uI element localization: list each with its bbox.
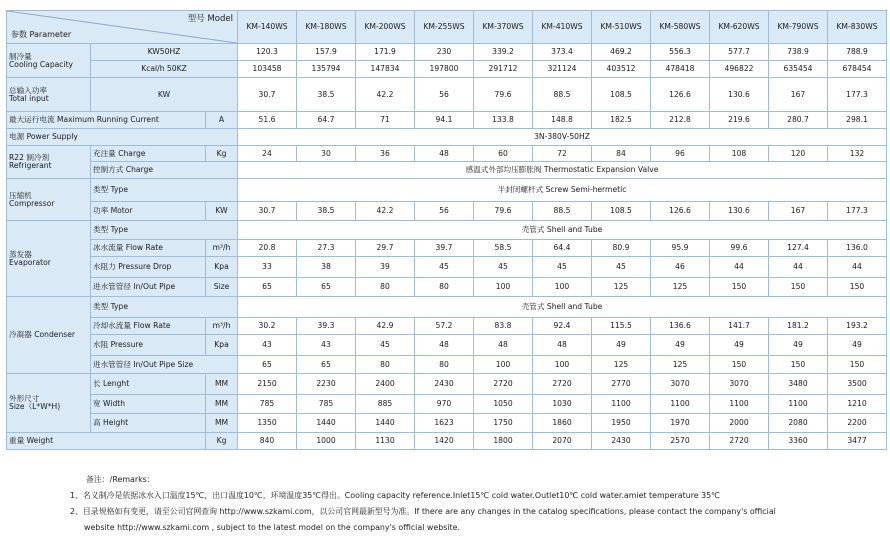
evaporator-drop-value: 38 — [297, 257, 356, 278]
dimensions-length-value: 2230 — [297, 374, 356, 395]
condenser-pressure-unit: Kpa — [206, 335, 238, 356]
dimensions-height-value: 1440 — [356, 414, 415, 433]
model-header: KM-370WS — [474, 11, 533, 44]
dimensions-length-value: 2150 — [238, 374, 297, 395]
dimensions-length-value: 2720 — [474, 374, 533, 395]
max-current-unit: A — [206, 112, 238, 129]
table-row — [7, 414, 887, 433]
evaporator-pipe-value: 65 — [238, 278, 297, 297]
cooling-kw-value: 738.9 — [769, 44, 828, 61]
condenser-flow-value: 115.5 — [592, 318, 651, 335]
total-input-value: 30.7 — [238, 78, 297, 112]
total-input-value: 177.3 — [828, 78, 887, 112]
refrigerant-charge-value: 36 — [356, 146, 415, 162]
dimensions-group-label: 外形尺寸 Size（L*W*H) — [7, 374, 91, 433]
condenser-pressure-value: 49 — [592, 335, 651, 356]
table-row — [7, 297, 887, 318]
condenser-flow-value: 83.8 — [474, 318, 533, 335]
model-header: KM-410WS — [533, 11, 592, 44]
header-corner — [7, 11, 238, 44]
dimensions-length-value: 3070 — [710, 374, 769, 395]
model-header: KM-830WS — [828, 11, 887, 44]
max-current-value: 212.8 — [651, 112, 710, 129]
model-header: KM-200WS — [356, 11, 415, 44]
condenser-pressure-value: 43 — [297, 335, 356, 356]
dimensions-height-value: 1350 — [238, 414, 297, 433]
cooling-kcal-value: 496822 — [710, 61, 769, 78]
compressor-type-label: 类型 Type — [91, 179, 238, 202]
diagonal-divider — [7, 11, 237, 43]
weight-value: 2720 — [710, 433, 769, 450]
condenser-flow-value: 181.2 — [769, 318, 828, 335]
evaporator-flow-unit: m³/h — [206, 240, 238, 257]
cooling-kw-value: 556.3 — [651, 44, 710, 61]
max-current-value: 280.7 — [769, 112, 828, 129]
evaporator-drop-value: 39 — [356, 257, 415, 278]
refrigerant-group-label: R22 制冷剂 Refrigerant — [7, 146, 91, 179]
dimensions-width-value: 1050 — [474, 395, 533, 414]
evaporator-drop-value: 45 — [592, 257, 651, 278]
table-row — [7, 356, 887, 374]
cooling-kw-value: 373.4 — [533, 44, 592, 61]
table-row — [7, 257, 887, 278]
table-row — [7, 433, 887, 450]
model-header: KM-620WS — [710, 11, 769, 44]
dimensions-width-value: 1100 — [651, 395, 710, 414]
weight-label: 重量 Weight — [7, 433, 206, 450]
model-header: KM-580WS — [651, 11, 710, 44]
condenser-flow-unit: m³/h — [206, 318, 238, 335]
condenser-flow-value: 92.4 — [533, 318, 592, 335]
condenser-flow-value: 39.3 — [297, 318, 356, 335]
dimensions-width-unit: MM — [206, 395, 238, 414]
total-input-label: 总输入功率 Total input — [7, 78, 91, 112]
total-input-value: 126.6 — [651, 78, 710, 112]
weight-value: 3477 — [828, 433, 887, 450]
cooling-kw-unit: KW50HZ — [91, 44, 238, 61]
evaporator-drop-value: 45 — [533, 257, 592, 278]
compressor-motor-value: 130.6 — [710, 202, 769, 221]
evaporator-drop-value: 33 — [238, 257, 297, 278]
cooling-kw-value: 157.9 — [297, 44, 356, 61]
model-header: KM-255WS — [415, 11, 474, 44]
evaporator-pipe-value: 150 — [828, 278, 887, 297]
dimensions-width-value: 1100 — [710, 395, 769, 414]
evaporator-pipe-value: 125 — [592, 278, 651, 297]
condenser-pressure-value: 49 — [769, 335, 828, 356]
compressor-motor-value: 88.5 — [533, 202, 592, 221]
condenser-pipe-value: 100 — [474, 356, 533, 374]
weight-value: 840 — [238, 433, 297, 450]
condenser-pipe-label: 进水管管径 In/Out Pipe Size — [91, 356, 238, 374]
table-row — [7, 278, 887, 297]
cooling-kw-value: 339.2 — [474, 44, 533, 61]
cooling-kw-value: 577.7 — [710, 44, 769, 61]
dimensions-width-value: 785 — [238, 395, 297, 414]
cooling-kw-value: 120.3 — [238, 44, 297, 61]
parameter-header-label: 参数 Parameter — [11, 29, 72, 39]
evaporator-flow-value: 39.7 — [415, 240, 474, 257]
compressor-motor-unit: KW — [206, 202, 238, 221]
evaporator-drop-value: 45 — [474, 257, 533, 278]
table-row — [7, 112, 887, 129]
refrigerant-charge-value: 84 — [592, 146, 651, 162]
refrigerant-charge-value: 48 — [415, 146, 474, 162]
dimensions-length-value: 3480 — [769, 374, 828, 395]
cooling-kcal-value: 135794 — [297, 61, 356, 78]
evaporator-flow-value: 95.9 — [651, 240, 710, 257]
condenser-pressure-value: 48 — [533, 335, 592, 356]
dimensions-height-value: 2000 — [710, 414, 769, 433]
compressor-motor-label: 功率 Motor — [91, 202, 206, 221]
cooling-kcal-value: 478418 — [651, 61, 710, 78]
evaporator-pipe-value: 80 — [415, 278, 474, 297]
condenser-pipe-value: 125 — [651, 356, 710, 374]
dimensions-width-value: 1030 — [533, 395, 592, 414]
max-current-value: 71 — [356, 112, 415, 129]
dimensions-height-value: 1970 — [651, 414, 710, 433]
dimensions-length-value: 2770 — [592, 374, 651, 395]
weight-value: 2570 — [651, 433, 710, 450]
cooling-kcal-value: 103458 — [238, 61, 297, 78]
compressor-motor-value: 79.6 — [474, 202, 533, 221]
weight-value: 1420 — [415, 433, 474, 450]
condenser-type-value: 壳管式 Shell and Tube — [238, 297, 887, 318]
evaporator-flow-value: 136.0 — [828, 240, 887, 257]
evaporator-flow-value: 80.9 — [592, 240, 651, 257]
max-current-value: 182.5 — [592, 112, 651, 129]
refrigerant-charge-value: 24 — [238, 146, 297, 162]
compressor-motor-value: 126.6 — [651, 202, 710, 221]
remark-note-1: 1、名义制冷是依据冰水入口温度15℃，出口温度10℃，环境温度35℃得出。Cooling capacity reference.Inlet15℃ cold water.Outlet10℃ cold water.amiet temperature 35℃ — [70, 491, 721, 500]
weight-value: 3360 — [769, 433, 828, 450]
total-input-value: 42.2 — [356, 78, 415, 112]
evaporator-drop-label: 水阻力 Pressure Drop — [91, 257, 206, 278]
refrigerant-charge-value: 96 — [651, 146, 710, 162]
cooling-kw-value: 788.9 — [828, 44, 887, 61]
dimensions-height-value: 1440 — [297, 414, 356, 433]
cooling-kw-value: 171.9 — [356, 44, 415, 61]
dimensions-length-value: 3070 — [651, 374, 710, 395]
remark-note-2-continued: website http://www.szkami.com , subject to the latest model on the company's official website. — [84, 523, 460, 532]
condenser-flow-value: 42.9 — [356, 318, 415, 335]
dimensions-length-unit: MM — [206, 374, 238, 395]
compressor-motor-value: 30.7 — [238, 202, 297, 221]
evaporator-flow-value: 29.7 — [356, 240, 415, 257]
evaporator-flow-value: 27.3 — [297, 240, 356, 257]
table-row — [7, 179, 887, 202]
cooling-kcal-unit: Kcal/h 50KZ — [91, 61, 238, 78]
max-current-value: 51.6 — [238, 112, 297, 129]
refrigerant-charge-value: 72 — [533, 146, 592, 162]
weight-value: 2430 — [592, 433, 651, 450]
dimensions-length-label: 长 Lenght — [91, 374, 206, 395]
evaporator-drop-value: 46 — [651, 257, 710, 278]
dimensions-length-value: 2720 — [533, 374, 592, 395]
compressor-motor-value: 177.3 — [828, 202, 887, 221]
dimensions-height-value: 2080 — [769, 414, 828, 433]
evaporator-pipe-value: 125 — [651, 278, 710, 297]
dimensions-width-value: 885 — [356, 395, 415, 414]
table-row — [7, 146, 887, 162]
model-header: KM-510WS — [592, 11, 651, 44]
table-row — [7, 202, 887, 221]
remarks-title: 备注：/Remarks： — [86, 475, 155, 484]
condenser-pressure-label: 水阻 Pressure — [91, 335, 206, 356]
table-row — [7, 162, 887, 179]
condenser-pressure-value: 49 — [828, 335, 887, 356]
condenser-pressure-value: 49 — [651, 335, 710, 356]
total-input-value: 56 — [415, 78, 474, 112]
condenser-pipe-value: 65 — [238, 356, 297, 374]
condenser-pipe-value: 80 — [415, 356, 474, 374]
refrigerant-charge-label: 充注量 Charge — [91, 146, 206, 162]
evaporator-drop-value: 44 — [769, 257, 828, 278]
dimensions-height-value: 2200 — [828, 414, 887, 433]
dimensions-height-value: 1950 — [592, 414, 651, 433]
condenser-pipe-value: 100 — [533, 356, 592, 374]
evaporator-pipe-label: 进水管管径 In/Out Pipe — [91, 278, 206, 297]
condenser-flow-value: 193.2 — [828, 318, 887, 335]
evaporator-flow-value: 20.8 — [238, 240, 297, 257]
condenser-group-label: 冷凝器 Condenser — [7, 297, 91, 374]
model-header: KM-180WS — [297, 11, 356, 44]
compressor-motor-value: 38.5 — [297, 202, 356, 221]
evaporator-group-label: 蒸发器 Evaporator — [7, 221, 91, 297]
condenser-pipe-value: 150 — [769, 356, 828, 374]
total-input-unit: KW — [91, 78, 238, 112]
weight-value: 1000 — [297, 433, 356, 450]
refrigerant-control-value: 感温式外部均压膨胀阀 Thermostatic Expansion Valve — [238, 162, 887, 179]
evaporator-pipe-unit: Size — [206, 278, 238, 297]
cooling-kcal-value: 321124 — [533, 61, 592, 78]
max-current-value: 148.8 — [533, 112, 592, 129]
evaporator-pipe-value: 100 — [533, 278, 592, 297]
condenser-pressure-value: 48 — [474, 335, 533, 356]
dimensions-length-value: 3500 — [828, 374, 887, 395]
evaporator-flow-value: 64.4 — [533, 240, 592, 257]
condenser-pressure-value: 48 — [415, 335, 474, 356]
condenser-flow-label: 冷却水流量 Flow Rate — [91, 318, 206, 335]
refrigerant-charge-value: 30 — [297, 146, 356, 162]
max-current-value: 219.6 — [710, 112, 769, 129]
total-input-value: 167 — [769, 78, 828, 112]
refrigerant-charge-value: 60 — [474, 146, 533, 162]
remark-note-2: 2、目录规格如有变更，请至公司官网查询 http://www.szkami.com，以公司官网最新型号为准。If there are any changes in the catalog specifications, please contact the company's official — [70, 507, 776, 516]
compressor-motor-value: 108.5 — [592, 202, 651, 221]
max-current-value: 133.8 — [474, 112, 533, 129]
dimensions-height-value: 1750 — [474, 414, 533, 433]
condenser-flow-value: 30.2 — [238, 318, 297, 335]
condenser-pipe-value: 125 — [592, 356, 651, 374]
refrigerant-charge-value: 108 — [710, 146, 769, 162]
dimensions-height-value: 1623 — [415, 414, 474, 433]
compressor-type-value: 半封闭螺杆式 Screw Semi-hermetic — [238, 179, 887, 202]
table-row — [7, 221, 887, 240]
evaporator-pipe-value: 150 — [710, 278, 769, 297]
remarks — [70, 472, 885, 536]
total-input-value: 79.6 — [474, 78, 533, 112]
evaporator-flow-value: 127.4 — [769, 240, 828, 257]
max-current-label: 最大运行电流 Maximum Running Current — [7, 112, 206, 129]
evaporator-pipe-value: 65 — [297, 278, 356, 297]
table-row — [7, 78, 887, 112]
total-input-value: 130.6 — [710, 78, 769, 112]
evaporator-pipe-value: 150 — [769, 278, 828, 297]
condenser-pipe-value: 150 — [828, 356, 887, 374]
refrigerant-charge-unit: Kg — [206, 146, 238, 162]
power-supply-label: 电源 Power Supply — [7, 129, 238, 146]
evaporator-type-label: 类型 Type — [91, 221, 238, 240]
refrigerant-charge-value: 132 — [828, 146, 887, 162]
condenser-flow-value: 136.6 — [651, 318, 710, 335]
condenser-flow-value: 57.2 — [415, 318, 474, 335]
compressor-motor-value: 56 — [415, 202, 474, 221]
table-row — [7, 129, 887, 146]
evaporator-type-value: 壳管式 Shell and Tube — [238, 221, 887, 240]
table-row — [7, 335, 887, 356]
condenser-pipe-value: 80 — [356, 356, 415, 374]
cooling-kcal-value: 635454 — [769, 61, 828, 78]
condenser-pipe-value: 65 — [297, 356, 356, 374]
max-current-value: 64.7 — [297, 112, 356, 129]
cooling-kcal-value: 403512 — [592, 61, 651, 78]
compressor-motor-value: 167 — [769, 202, 828, 221]
table-row — [7, 11, 887, 44]
evaporator-pipe-value: 80 — [356, 278, 415, 297]
table-row — [7, 240, 887, 257]
refrigerant-control-label: 控制方式 Charge — [91, 162, 238, 179]
cooling-kw-value: 230 — [415, 44, 474, 61]
refrigerant-charge-value: 120 — [769, 146, 828, 162]
model-header-label: 型号 Model — [187, 14, 233, 24]
dimensions-width-value: 970 — [415, 395, 474, 414]
weight-value: 2070 — [533, 433, 592, 450]
dimensions-width-value: 1100 — [769, 395, 828, 414]
model-header: KM-140WS — [238, 11, 297, 44]
total-input-value: 38.5 — [297, 78, 356, 112]
dimensions-width-label: 宽 Width — [91, 395, 206, 414]
max-current-value: 94.1 — [415, 112, 474, 129]
dimensions-width-value: 1210 — [828, 395, 887, 414]
dimensions-height-unit: MM — [206, 414, 238, 433]
condenser-pressure-value: 49 — [710, 335, 769, 356]
dimensions-height-label: 高 Height — [91, 414, 206, 433]
evaporator-flow-label: 冰水流量 Flow Rate — [91, 240, 206, 257]
evaporator-drop-value: 45 — [415, 257, 474, 278]
cooling-capacity-label: 制冷量 Cooling Capacity — [7, 44, 91, 78]
cooling-kw-value: 469.2 — [592, 44, 651, 61]
weight-value: 1130 — [356, 433, 415, 450]
condenser-pressure-value: 43 — [238, 335, 297, 356]
dimensions-height-value: 1860 — [533, 414, 592, 433]
table-row — [7, 61, 887, 78]
max-current-value: 298.1 — [828, 112, 887, 129]
compressor-group-label: 压缩机 Compressor — [7, 179, 91, 221]
weight-unit: Kg — [206, 433, 238, 450]
evaporator-pipe-value: 100 — [474, 278, 533, 297]
table-row — [7, 44, 887, 61]
cooling-kcal-value: 147834 — [356, 61, 415, 78]
table-row — [7, 395, 887, 414]
power-supply-value: 3N-380V-50HZ — [238, 129, 887, 146]
cooling-kcal-value: 678454 — [828, 61, 887, 78]
total-input-value: 108.5 — [592, 78, 651, 112]
evaporator-flow-value: 99.6 — [710, 240, 769, 257]
dimensions-width-value: 1100 — [592, 395, 651, 414]
evaporator-drop-value: 44 — [710, 257, 769, 278]
compressor-motor-value: 42.2 — [356, 202, 415, 221]
spec-table — [6, 10, 887, 450]
dimensions-length-value: 2430 — [415, 374, 474, 395]
weight-value: 1800 — [474, 433, 533, 450]
total-input-value: 88.5 — [533, 78, 592, 112]
model-header: KM-790WS — [769, 11, 828, 44]
condenser-flow-value: 141.7 — [710, 318, 769, 335]
cooling-kcal-value: 291712 — [474, 61, 533, 78]
evaporator-flow-value: 58.5 — [474, 240, 533, 257]
table-row — [7, 318, 887, 335]
table-row — [7, 374, 887, 395]
cooling-kcal-value: 197800 — [415, 61, 474, 78]
dimensions-width-value: 785 — [297, 395, 356, 414]
dimensions-length-value: 2400 — [356, 374, 415, 395]
condenser-type-label: 类型 Type — [91, 297, 238, 318]
evaporator-drop-value: 44 — [828, 257, 887, 278]
condenser-pipe-value: 150 — [710, 356, 769, 374]
evaporator-drop-unit: Kpa — [206, 257, 238, 278]
condenser-pressure-value: 45 — [356, 335, 415, 356]
